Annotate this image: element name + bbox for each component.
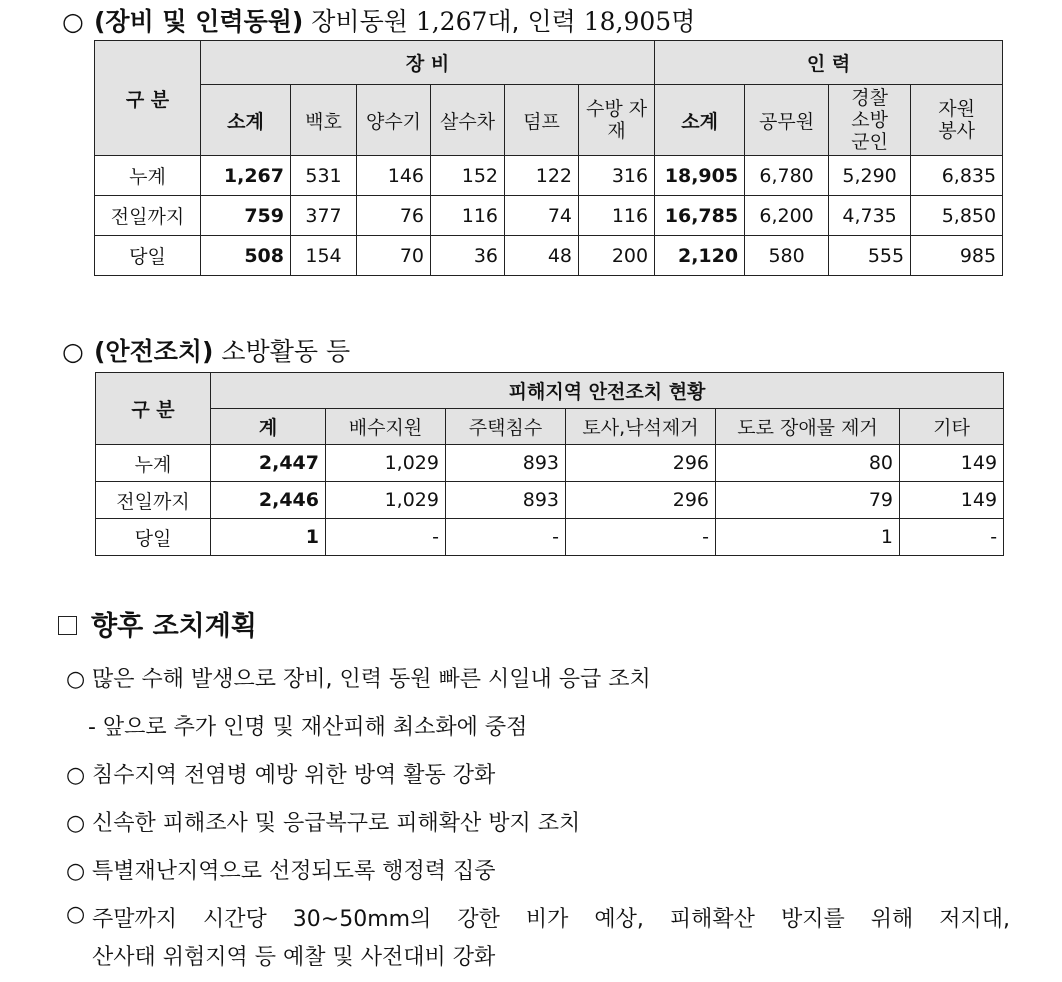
list-item-text: - 앞으로 추가 인명 및 재산피해 최소화에 중점 — [88, 715, 528, 740]
table-cell: 1 — [716, 519, 900, 556]
list-item — [88, 710, 527, 741]
table-cell: 893 — [446, 445, 566, 482]
table-cell: - — [446, 519, 566, 556]
table-cell: 152 — [431, 156, 505, 196]
list-item — [66, 854, 496, 885]
list-item-text: 주말까지 시간당 30~50mm의 강한 비가 예상, 피해확산 방지를 위해 저지대, — [92, 907, 1010, 932]
col-header: 토사,낙석제거 — [566, 409, 716, 445]
col-header: 공무원 — [745, 85, 829, 156]
table-cell: 36 — [431, 236, 505, 276]
mobilization-tag: (장비 및 인력동원) — [94, 7, 304, 36]
row-label: 전일까지 — [96, 482, 211, 519]
table-cell: 5,290 — [829, 156, 911, 196]
safety-tag: (안전조치) — [94, 337, 214, 366]
equipment-header: 장 비 — [201, 41, 655, 85]
table-cell: 122 — [505, 156, 579, 196]
table-cell: 893 — [446, 482, 566, 519]
col-header: 경찰 소방 군인 — [829, 85, 911, 156]
list-item — [92, 940, 495, 971]
table-row — [95, 156, 1003, 196]
safety-group-header: 구 분 — [96, 373, 211, 445]
circle-bullet-icon: ○ — [66, 667, 86, 692]
table-cell: 18,905 — [655, 156, 745, 196]
table-cell: 508 — [201, 236, 291, 276]
table-cell: 580 — [745, 236, 829, 276]
list-item — [66, 902, 1010, 933]
list-item-text: 산사태 위험지역 등 예찰 및 사전대비 강화 — [92, 945, 496, 970]
plan-title: 향후 조치계획 — [91, 611, 257, 642]
table-cell: 316 — [579, 156, 655, 196]
table-cell: 985 — [911, 236, 1003, 276]
table-cell: 759 — [201, 196, 291, 236]
table-cell: 377 — [291, 196, 357, 236]
table-cell: - — [900, 519, 1004, 556]
table-cell: 6,835 — [911, 156, 1003, 196]
table-cell: 76 — [357, 196, 431, 236]
table-cell: 2,446 — [211, 482, 326, 519]
mobilization-heading — [62, 2, 695, 38]
row-label: 전일까지 — [95, 196, 201, 236]
table-cell: 1,029 — [326, 445, 446, 482]
list-item-text: 신속한 피해조사 및 응급복구로 피해확산 방지 조치 — [92, 811, 581, 836]
square-bullet-icon — [58, 616, 77, 635]
table-cell: 80 — [716, 445, 900, 482]
circle-bullet-icon: ○ — [66, 902, 86, 927]
col-header: 기타 — [900, 409, 1004, 445]
col-header: 자원 봉사 — [911, 85, 1003, 156]
col-header: 백호 — [291, 85, 357, 156]
col-header: 배수지원 — [326, 409, 446, 445]
table-cell: 200 — [579, 236, 655, 276]
personnel-header: 인 력 — [655, 41, 1003, 85]
table-cell: 48 — [505, 236, 579, 276]
table-cell: 79 — [716, 482, 900, 519]
table-cell: 16,785 — [655, 196, 745, 236]
col-header: 덤프 — [505, 85, 579, 156]
mobilization-text-a: 장비동원 — [311, 7, 408, 36]
table-cell: 1,267 — [201, 156, 291, 196]
row-label: 누계 — [95, 156, 201, 196]
circle-bullet-icon: ○ — [66, 811, 86, 836]
table-cell: - — [566, 519, 716, 556]
circle-bullet-icon: ○ — [66, 763, 86, 788]
mobilization-table — [94, 40, 1003, 276]
table-cell: 149 — [900, 482, 1004, 519]
table-cell: 149 — [900, 445, 1004, 482]
list-item-text: 침수지역 전염병 예방 위한 방역 활동 강화 — [92, 763, 496, 788]
row-label: 누계 — [96, 445, 211, 482]
table-cell: 4,735 — [829, 196, 911, 236]
table-cell: 555 — [829, 236, 911, 276]
col-header: 양수기 — [357, 85, 431, 156]
table-cell: 70 — [357, 236, 431, 276]
list-item — [66, 806, 580, 837]
table-cell: 1 — [211, 519, 326, 556]
col-header: 도로 장애물 제거 — [716, 409, 900, 445]
table-row — [96, 519, 1004, 556]
mobilization-text-c: 명 — [671, 7, 696, 36]
table-cell: 296 — [566, 482, 716, 519]
table-row — [96, 445, 1004, 482]
col-header: 계 — [211, 409, 326, 445]
table-cell: 2,447 — [211, 445, 326, 482]
table-cell: 2,120 — [655, 236, 745, 276]
table-row — [95, 236, 1003, 276]
table-cell: 531 — [291, 156, 357, 196]
list-item-text: 특별재난지역으로 선정되도록 행정력 집중 — [92, 859, 496, 884]
plan-section-title — [58, 604, 257, 643]
mobilization-text-b: 대, 인력 — [487, 7, 576, 36]
circle-bullet-icon: ○ — [66, 859, 86, 884]
col-header: 수방 자재 — [579, 85, 655, 156]
circle-bullet-icon: ○ — [62, 7, 84, 36]
safety-table — [95, 372, 1004, 556]
table-row — [95, 196, 1003, 236]
table-cell: 74 — [505, 196, 579, 236]
table-cell: - — [326, 519, 446, 556]
table-cell: 6,200 — [745, 196, 829, 236]
col-header: 주택침수 — [446, 409, 566, 445]
mobilization-num-b: 18,905 — [583, 7, 672, 36]
table-cell: 5,850 — [911, 196, 1003, 236]
list-item-text: 많은 수해 발생으로 장비, 인력 동원 빠른 시일내 응급 조치 — [92, 667, 651, 692]
table-cell: 146 — [357, 156, 431, 196]
circle-bullet-icon: ○ — [62, 337, 84, 366]
mobilization-group-header: 구 분 — [95, 41, 201, 156]
table-row — [96, 482, 1004, 519]
list-item — [66, 662, 651, 693]
table-cell: 296 — [566, 445, 716, 482]
col-header: 소계 — [201, 85, 291, 156]
table-cell: 116 — [579, 196, 655, 236]
row-label: 당일 — [96, 519, 211, 556]
col-header: 소계 — [655, 85, 745, 156]
table-cell: 116 — [431, 196, 505, 236]
table-cell: 1,029 — [326, 482, 446, 519]
safety-status-header: 피해지역 안전조치 현황 — [211, 373, 1004, 409]
row-label: 당일 — [95, 236, 201, 276]
safety-heading — [62, 332, 350, 368]
list-item — [66, 758, 495, 789]
table-cell: 154 — [291, 236, 357, 276]
table-cell: 6,780 — [745, 156, 829, 196]
col-header: 살수차 — [431, 85, 505, 156]
safety-text: 소방활동 등 — [221, 337, 351, 366]
mobilization-num-a: 1,267 — [415, 7, 488, 36]
